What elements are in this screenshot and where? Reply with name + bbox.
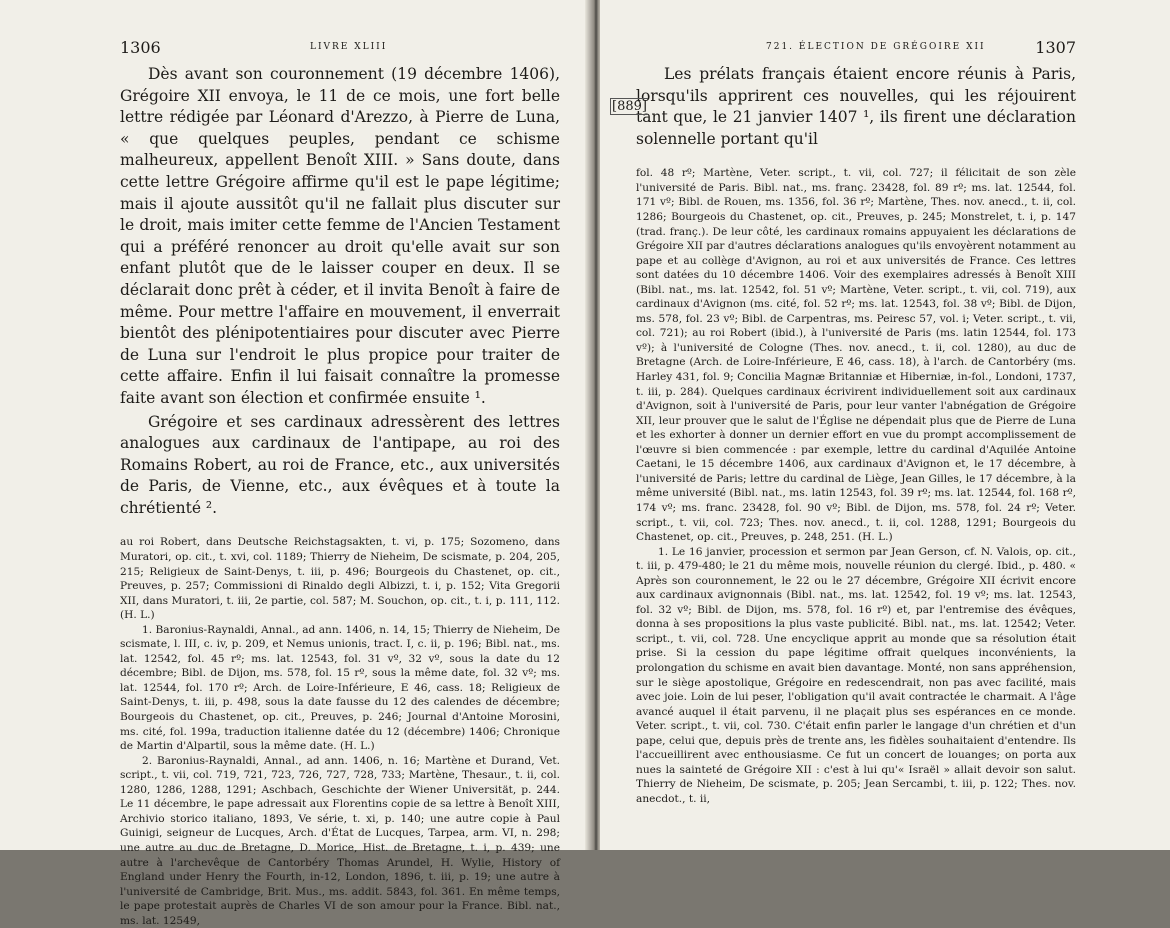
- left-footnotes: [120, 535, 560, 928]
- body-paragraph: Grégoire et ses cardinaux adressèrent des lettres analogues aux cardinaux de l'antipape, au roi des Romains Robert, au roi de France, etc., aux universités de Paris, de Vienne, etc., aux évêques et à toute la chrétienté ².: [120, 412, 560, 517]
- body-paragraph: Les prélats français étaient encore réunis à Paris, lorsqu'ils apprirent ces nouvelles, qui les réjouirent tant que, le 21 janvier 1407 ¹, ils firent une déclaration solennelle portant qu'il: [636, 65, 1076, 148]
- footnote: fol. 48 rº; Martène, Veter. script., t. vii, col. 727; il félicitait de son zèle l'université de Paris. Bibl. nat., ms. franç. 23428, fol. 89 rº; ms. lat. 12544, fol. 171 vº; Bibl. de Rouen, ms. 1356, fol. 36 rº; Martène, Thes. nov. anecd., t. ii, col. 1286; Bourgeois du Chastenet, op. cit., Preuves, p. 245; Monstrelet, t. i, p. 147 (trad. franç.). De leur côté, les cardinaux romains appuyaient les déclarations de Grégoire XII par d'autres déclarations analogues qu'ils envoyèrent notamment au pape et au collège d'Avignon, au roi et aux universités de France. Ces lettres sont datées du 10 décembre 1406. Voir des exemplaires adressés à Benoît XIII (Bibl. nat., ms. lat. 12542, fol. 51 vº; Martène, Veter. script., t. vii, col. 719), aux cardinaux d'Avignon (ms. cité, fol. 52 rº; ms. lat. 12543, fol. 38 vº; Bibl. de Dijon, ms. 578, fol. 23 vº; Bibl. de Carpentras, ms. Peiresc 57, vol. i; Veter. script., t. vii, col. 721); au roi Robert (ibid.), à l'université de Paris (ms. latin 12544, fol. 173 vº); à l'université de Cologne (Thes. nov. anecd., t. ii, col. 1280), au duc de Bretagne (Arch. de Loire-Inférieure, E 46, cass. 18), à l'arch. de Cantorbéry (ms. Harley 431, fol. 9; Concilia Magnæ Britanniæ et Hiberniæ, in-fol., Londoni, 1737, t. iii, p. 284). Quelques cardinaux écrivirent individuellement soit aux cardinaux d'Avignon, soit à l'université de Paris, pour leur vanter l'abnégation de Grégoire XII, leur prouver que le salut de l'Église ne dépendait plus que de Pierre de Luna et les exhorter à donner un dernier effort en vue du prompt accomplissement de l'œuvre si bien commencée : par exemple, lettre du cardinal d'Aquilée Antoine Caetani, le 15 décembre 1406, aux cardinaux d'Avignon et, le 17 décembre, à l'université de Paris; lettre du cardinal de Liège, Jean Gilles, le 17 décembre, à la même université (Bibl. nat., ms. latin 12543, fol. 39 rº; ms. lat. 12544, fol. 168 rº, 174 vº; ms. franc. 23428, fol. 90 vº; Bibl. de Dijon, ms. 578, fol. 24 rº; Veter. script., t. vii, col. 723; Thes. nov. anecd., t. ii, col. 1288, 1291; Bourgeois du Chastenet, op. cit., Preuves, p. 248, 251. (H. L.): [636, 167, 1077, 544]
- footnote: 1. Le 16 janvier, procession et sermon par Jean Gerson, cf. N. Valois, op. cit., t. iii, p. 479-480; le 21 du même mois, nouvelle réunion du clergé. Ibid., p. 480. « Après son couronnement, le 22 ou le 27 décembre, Grégoire XII écrivit encore aux cardinaux avignonnais (Bibl. nat., ms. lat. 12542, fol. 19 vº; ms. lat. 12543, fol. 32 vº; Bibl. de Dijon, ms. 578, fol. 16 rº) et, par l'entremise des évêques, donna à ses propositions la plus vaste publicité. Bibl. nat., ms. lat. 12542; Veter. script., t. vii, col. 728. Une encyclique apprit au monde que sa résolution était prise. Si la cession du pape légitime offrait quelques inconvénients, la prolongation du schisme en avait bien davantage. Monté, non sans appréhension, sur le siège apostolique, Grégoire en redescendrait, non pas avec facilité, mais avec joie. Loin de lui peser, l'obligation qu'il avait contractée le charmait. A l'âge avancé auquel il était parvenu, il ne plaçait plus ses espérances en ce monde. Veter. script., t. vii, col. 730. C'était enfin parler le langage d'un chrétien et d'un pape, celui que, depuis près de trente ans, les fidèles souhaitaient d'entendre. Ils l'accueillirent avec enthousiasme. Ce fut un concert de louanges; on porta aux nues la sainteté de Grégoire XII : c'est à lui qu'« Israël » allait devoir son salut. Thierry de Nieheim, De scismate, p. 205; Jean Sercambi, t. iii, p. 122; Thes. nov. anecdot., t. ii,: [636, 545, 1076, 805]
- page-number: 1307: [1035, 38, 1076, 57]
- footnote: au roi Robert, dans Deutsche Reichstagsakten, t. vi, p. 175; Sozomeno, dans Muratori, op. cit., t. xvi, col. 1189; Thierry de Nieheim, De scismate, p. 204, 205, 215; Religieux de Saint-Denys, t. iii, p. 496; Bourgeois du Chastenet, op. cit., Preuves, p. 257; Commissioni di Rinaldo degli Albizzi, t. i, p. 152; Vita Gregorii XII, dans Muratori, t. iii, 2e partie, col. 587; M. Souchon, op. cit., t. i, p. 111, 112. (H. L.): [120, 536, 560, 622]
- running-title: LIVRE XLIII: [310, 42, 388, 52]
- right-running-head: [636, 38, 1076, 64]
- footnote: 1. Baronius-Raynaldi, Annal., ad ann. 1406, n. 14, 15; Thierry de Nieheim, De scismate, l. III, c. iv, p. 209, et Nemus unionis, tract. I, c. ii, p. 196; Bibl. nat., ms. lat. 12542, fol. 45 rº; ms. lat. 12543, fol. 31 vº, 32 vº, sous la date du 12 décembre; Bibl. de Dijon, ms. 578, fol. 15 rº, sous la même date, fol. 32 vº; ms. lat. 12544, fol. 170 rº; Arch. de Loire-Inférieure, E 46, cass. 18; Religieux de Saint-Denys, t. iii, p. 498, sous la date fausse du 12 des calendes de décembre; Bourgeois du Chastenet, op. cit., Preuves, p. 246; Journal d'Antoine Morosini, ms. cité, fol. 199a, traduction italienne datée du 12 (décembre) 1406; Chronique de Martin d'Alpartil, sous la même date. (H. L.): [120, 623, 560, 753]
- body-paragraph: Dès avant son couronnement (19 décembre 1406), Grégoire XII envoya, le 11 de ce mois, une fort belle lettre rédigée par Léonard d'Arezzo, à Pierre de Luna, « que quelques peuples, pendant ce schisme malheureux, appellent Benoît XIII. » Sans doute, dans cette lettre Grégoire affirme qu'il est le pape légitime; mais il ajoute aussitôt qu'il ne fallait plus discuter sur le droit, mais imiter cette femme de l'Ancien Testament qui a préféré renoncer au droit qu'elle avait sur son enfant plutôt que de le laisser couper en deux. Il se déclarait donc prêt à céder, et il invita Benoît à faire de même. Pour mettre l'affaire en mouvement, il enverrait bientôt des plénipotentiaires pour discuter avec Pierre de Luna sur l'endroit le plus propice pour traiter de cette affaire. Enfin il lui faisait connaître la promesse faite avant son élection et confirmée ensuite ¹.: [120, 65, 560, 407]
- right-footnotes: [636, 166, 1076, 806]
- left-running-head: [120, 38, 560, 64]
- right-page: [600, 0, 1170, 850]
- margin-number: [889]: [612, 99, 647, 114]
- left-body-text: [120, 64, 560, 519]
- running-title: 721. ÉLECTION DE GRÉGOIRE XII: [766, 42, 986, 52]
- page-number: 1306: [120, 38, 161, 57]
- right-body-text: [636, 64, 1076, 150]
- footnote: 2. Baronius-Raynaldi, Annal., ad ann. 1406, n. 16; Martène et Durand, Vet. script., t. vii, col. 719, 721, 723, 726, 727, 728, 733; Martène, Thesaur., t. ii, col. 1280, 1286, 1288, 1291; Aschbach, Geschichte der Wiener Universität, p. 244. Le 11 décembre, le pape adressait aux Florentins copie de sa lettre à Benoît XIII, Archivio storico italiano, 1893, Ve série, t. xi, p. 140; une autre copie à Paul Guinigi, seigneur de Lucques, Arch. d'État de Lucques, Tarpea, arm. VI, n. 298; une autre au duc de Bretagne, D. Morice, Hist. de Bretagne, t. i, p. 439; une autre à l'archevêque de Cantorbéry Thomas Arundel, H. Wylie, History of England under Henry the Fourth, in-12, London, 1896, t. iii, p. 19; une autre à l'université de Cambridge, Brit. Mus., ms. addit. 5843, fol. 361. En même temps, le pape protestait auprès de Charles VI de son amour pour la France. Bibl. nat., ms. lat. 12549,: [120, 754, 560, 927]
